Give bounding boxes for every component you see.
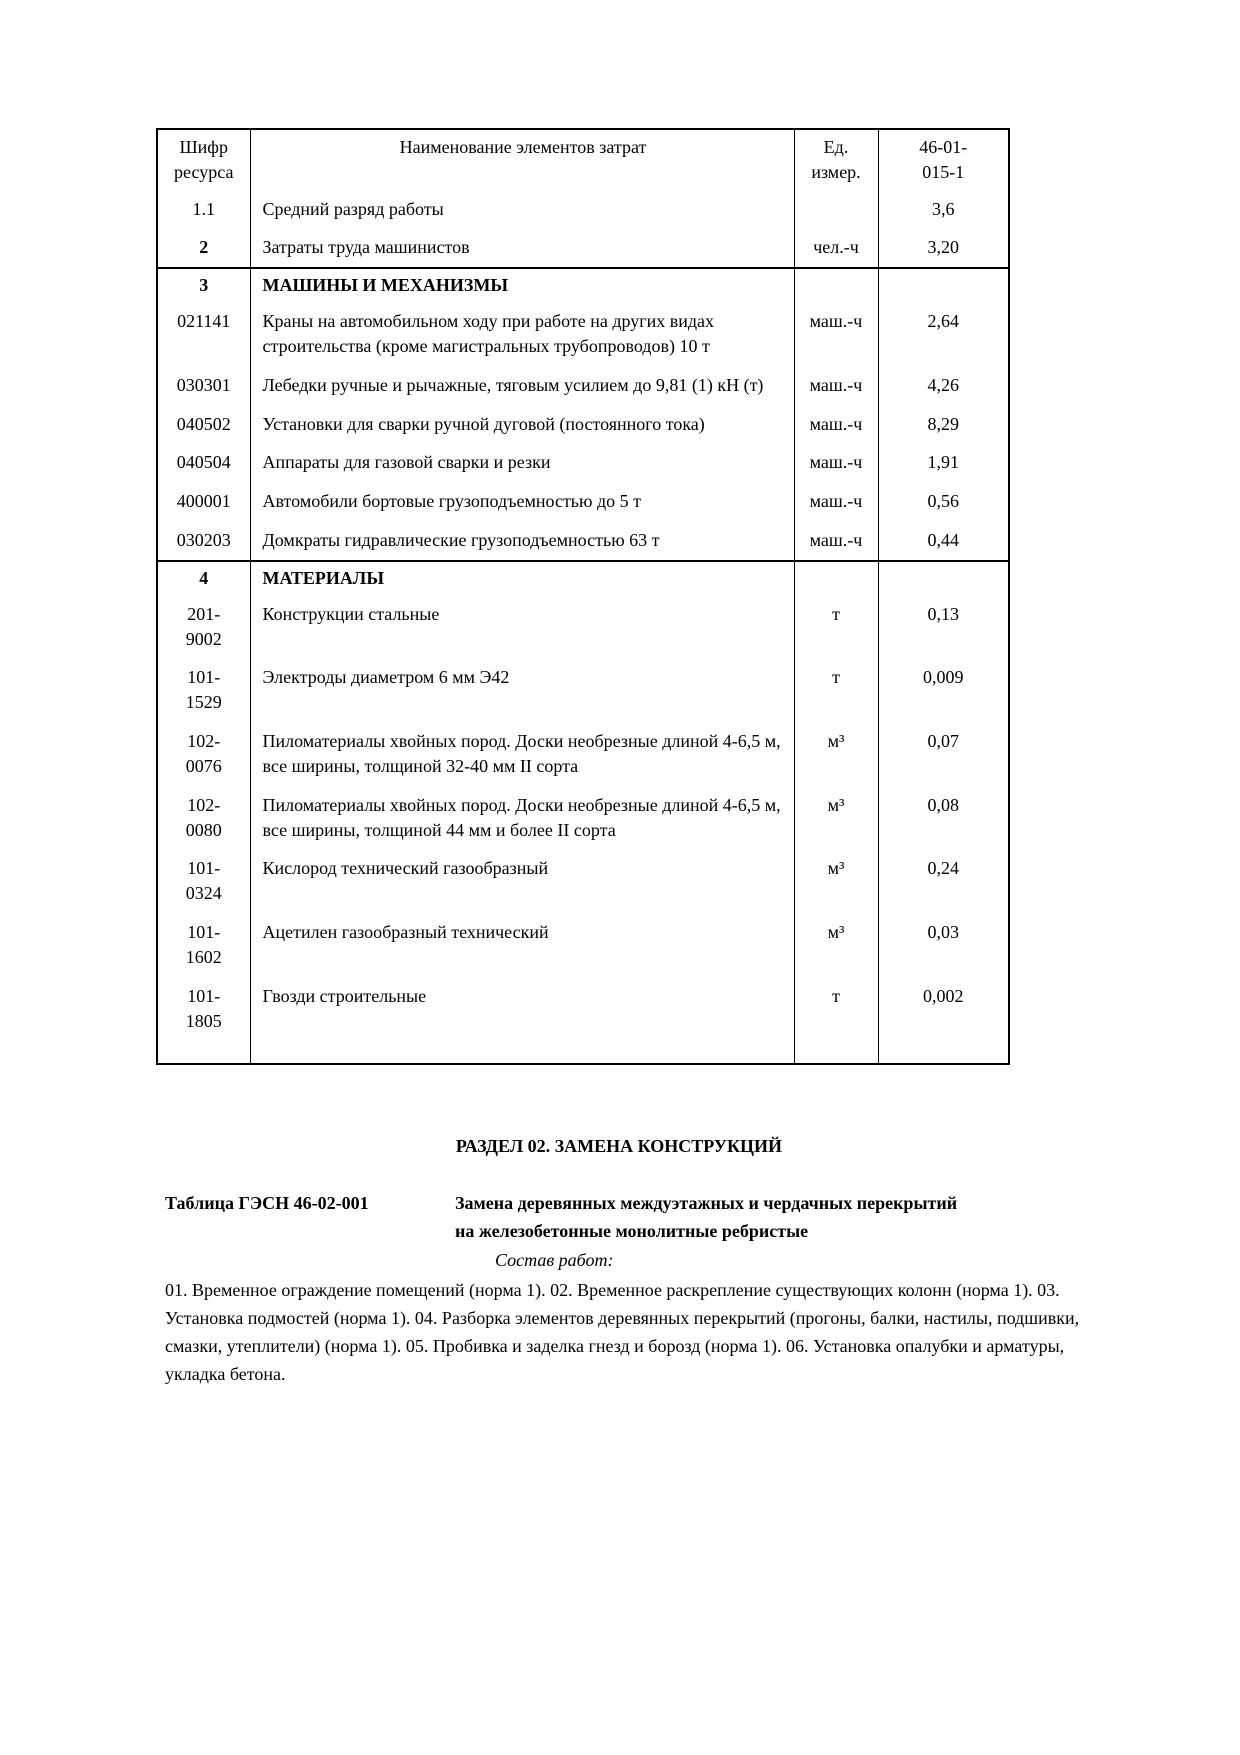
unit-cell: т xyxy=(794,595,878,659)
table-row xyxy=(157,268,1009,302)
header-cost-name: Наименование элементов затрат xyxy=(250,129,794,190)
table-row xyxy=(157,849,1009,913)
table-row xyxy=(157,595,1009,659)
table-row xyxy=(157,366,1009,405)
unit-cell: м³ xyxy=(794,849,878,913)
cost-name-cell: Автомобили бортовые грузоподъемностью до 5 т xyxy=(250,482,794,521)
cost-name-cell: Пиломатериалы хвойных пород. Доски необрезные длиной 4-6,5 м, все ширины, толщиной 32-40 мм II сорта xyxy=(250,722,794,786)
value-cell: 0,08 xyxy=(878,786,1009,850)
unit-cell: т xyxy=(794,977,878,1065)
resource-code-cell: 101-1602 xyxy=(157,913,250,977)
unit-cell: маш.-ч xyxy=(794,302,878,366)
resource-code-cell: 400001 xyxy=(157,482,250,521)
table-row xyxy=(157,405,1009,444)
unit-cell: м³ xyxy=(794,913,878,977)
value-cell: 0,002 xyxy=(878,977,1009,1065)
table-row xyxy=(157,722,1009,786)
unit-cell: маш.-ч xyxy=(794,482,878,521)
cost-table xyxy=(156,128,1010,1065)
unit-cell: чел.-ч xyxy=(794,228,878,268)
table-row xyxy=(157,786,1009,850)
table-row xyxy=(157,443,1009,482)
table-row xyxy=(157,302,1009,366)
unit-cell: маш.-ч xyxy=(794,366,878,405)
resource-code-cell: 040502 xyxy=(157,405,250,444)
cost-name-cell: Кислород технический газообразный xyxy=(250,849,794,913)
resource-code-cell: 021141 xyxy=(157,302,250,366)
table-row xyxy=(157,190,1009,229)
unit-cell: маш.-ч xyxy=(794,521,878,561)
resource-code-cell: 102-0080 xyxy=(157,786,250,850)
cost-name-cell: Аппараты для газовой сварки и резки xyxy=(250,443,794,482)
value-cell: 3,20 xyxy=(878,228,1009,268)
cost-name-cell: Гвозди строительные xyxy=(250,977,794,1065)
resource-code-cell: 1.1 xyxy=(157,190,250,229)
cost-name-cell: Затраты труда машинистов xyxy=(250,228,794,268)
resource-code-cell: 2 xyxy=(157,228,250,268)
value-cell xyxy=(878,268,1009,302)
table-title-block xyxy=(455,1190,1082,1275)
resource-code-cell: 040504 xyxy=(157,443,250,482)
composition-label: Состав работ: xyxy=(495,1250,614,1271)
resource-code-cell: 201-9002 xyxy=(157,595,250,659)
header-norm-number-text: 46-01-015-1 xyxy=(919,137,968,182)
resource-code-cell: 102-0076 xyxy=(157,722,250,786)
value-cell: 0,44 xyxy=(878,521,1009,561)
section-heading: РАЗДЕЛ 02. ЗАМЕНА КОНСТРУКЦИЙ xyxy=(455,1136,783,1157)
value-cell: 0,13 xyxy=(878,595,1009,659)
unit-cell xyxy=(794,561,878,595)
value-cell: 0,56 xyxy=(878,482,1009,521)
resource-code-cell: 3 xyxy=(157,268,250,302)
value-cell: 0,009 xyxy=(878,658,1009,722)
table-row xyxy=(157,482,1009,521)
table-number-label: Таблица ГЭСН 46-02-001 xyxy=(165,1193,369,1214)
table-row xyxy=(157,658,1009,722)
unit-cell: маш.-ч xyxy=(794,405,878,444)
cost-table-body xyxy=(157,190,1009,1065)
cost-name-cell: Электроды диаметром 6 мм Э42 xyxy=(250,658,794,722)
value-cell: 0,03 xyxy=(878,913,1009,977)
table-title: Замена деревянных междуэтажных и чердачных перекрытий на железобетонные монолитные ребристые xyxy=(455,1193,958,1242)
cost-name-cell: Ацетилен газообразный технический xyxy=(250,913,794,977)
value-cell: 8,29 xyxy=(878,405,1009,444)
value-cell: 1,91 xyxy=(878,443,1009,482)
cost-name-cell: Краны на автомобильном ходу при работе на других видах строительства (кроме магистральных трубопроводов) 10 т xyxy=(250,302,794,366)
resource-code-cell: 101-1529 xyxy=(157,658,250,722)
resource-code-cell: 030301 xyxy=(157,366,250,405)
header-unit: Ед. измер. xyxy=(794,129,878,190)
resource-code-cell: 101-0324 xyxy=(157,849,250,913)
cost-name-cell: Домкраты гидравлические грузоподъемностью 63 т xyxy=(250,521,794,561)
unit-cell: м³ xyxy=(794,722,878,786)
resource-code-cell: 030203 xyxy=(157,521,250,561)
value-cell: 3,6 xyxy=(878,190,1009,229)
cost-name-cell: Установки для сварки ручной дуговой (постоянного тока) xyxy=(250,405,794,444)
unit-cell: т xyxy=(794,658,878,722)
value-cell xyxy=(878,561,1009,595)
unit-cell xyxy=(794,190,878,229)
cost-name-cell: Лебедки ручные и рычажные, тяговым усилием до 9,81 (1) кН (т) xyxy=(250,366,794,405)
table-row xyxy=(157,913,1009,977)
table-row xyxy=(157,228,1009,268)
table-row xyxy=(157,561,1009,595)
value-cell: 0,07 xyxy=(878,722,1009,786)
cost-name-cell: МАШИНЫ И МЕХАНИЗМЫ xyxy=(250,268,794,302)
resource-code-cell: 101-1805 xyxy=(157,977,250,1065)
unit-cell: маш.-ч xyxy=(794,443,878,482)
value-cell: 4,26 xyxy=(878,366,1009,405)
unit-cell: м³ xyxy=(794,786,878,850)
header-row xyxy=(157,129,1009,190)
cost-name-cell: Пиломатериалы хвойных пород. Доски необрезные длиной 4-6,5 м, все ширины, толщиной 44 мм и более II сорта xyxy=(250,786,794,850)
resource-code-cell: 4 xyxy=(157,561,250,595)
value-cell: 2,64 xyxy=(878,302,1009,366)
table-caption xyxy=(165,1190,1082,1275)
header-resource-code: Шифр ресурса xyxy=(157,129,250,190)
cost-name-cell: Конструкции стальные xyxy=(250,595,794,659)
header-norm-number xyxy=(878,129,1009,190)
cost-name-cell: Средний разряд работы xyxy=(250,190,794,229)
value-cell: 0,24 xyxy=(878,849,1009,913)
table-row xyxy=(157,521,1009,561)
table-row xyxy=(157,977,1009,1065)
unit-cell xyxy=(794,268,878,302)
cost-name-cell: МАТЕРИАЛЫ xyxy=(250,561,794,595)
composition-text: 01. Временное ограждение помещений (норма 1). 02. Временное раскрепление существующих колонн (норма 1). 03. Установка подмостей (норма 1). 04. Разборка элементов деревянных перекрытий (прогоны, балки, настилы, подшивки, смазки, утеплители) (норма 1). 05. Пробивка и заделка гнезд и борозд (норма 1). 06. Установка опалубки и арматуры, укладка бетона. xyxy=(165,1280,1080,1384)
cost-table-head xyxy=(157,129,1009,190)
